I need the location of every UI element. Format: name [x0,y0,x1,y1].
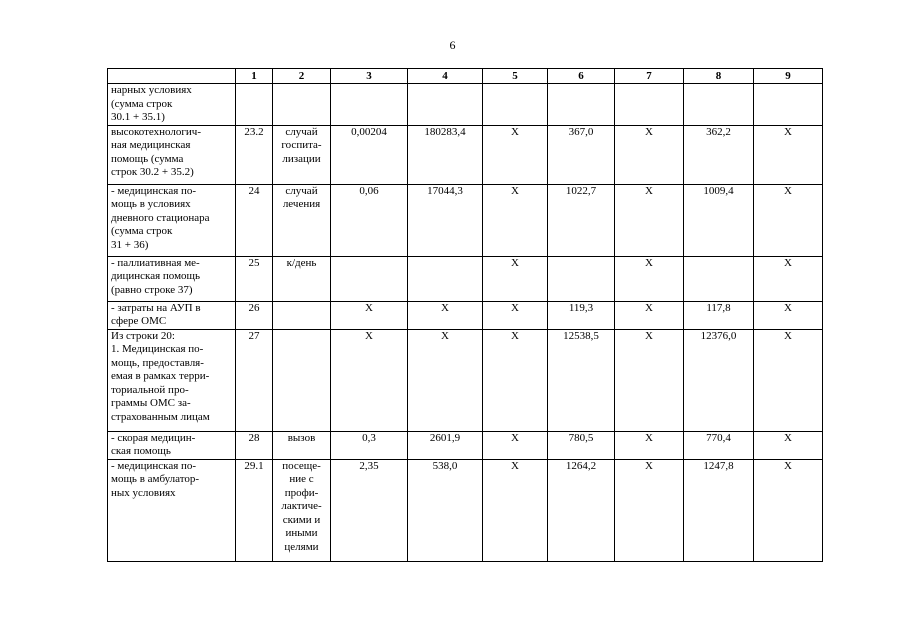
table-cell: Х [754,125,823,184]
table-cell [273,84,331,126]
table-cell: Х [754,256,823,301]
table-cell [236,84,273,126]
table-cell: Х [483,256,548,301]
table-cell [408,84,483,126]
table-cell: Х [615,184,684,256]
table-cell: Х [615,256,684,301]
row-label-cell: высокотехнологич- ная медицинская помощь (сумма строк 30.2 + 35.2) [108,125,236,184]
table-cell: 0,00204 [331,125,408,184]
table-cell: Х [483,329,548,431]
header-cell: 3 [331,69,408,84]
table-cell: Х [615,301,684,329]
table-cell: Х [408,329,483,431]
table-cell: Х [483,125,548,184]
table-cell: Х [331,329,408,431]
table-cell [548,256,615,301]
header-cell-name [108,69,236,84]
table-cell: Х [615,125,684,184]
table-cell: Х [483,431,548,459]
table-cell: 1264,2 [548,459,615,561]
row-label-cell: - скорая медицин- ская помощь [108,431,236,459]
header-cell: 1 [236,69,273,84]
table-cell [754,84,823,126]
table-cell: 119,3 [548,301,615,329]
header-cell: 8 [684,69,754,84]
header-row [108,69,823,84]
table-cell: 23.2 [236,125,273,184]
header-cell: 5 [483,69,548,84]
table-cell: случай лечения [273,184,331,256]
table-cell: 1022,7 [548,184,615,256]
table-cell [615,84,684,126]
header-cell: 2 [273,69,331,84]
table-cell: 25 [236,256,273,301]
table-cell [331,84,408,126]
row-label-cell: - медицинская по- мощь в амбулатор- ных условиях [108,459,236,561]
table-cell [684,256,754,301]
table-cell: 28 [236,431,273,459]
table-cell: 2601,9 [408,431,483,459]
table-cell: 2,35 [331,459,408,561]
table-cell: 367,0 [548,125,615,184]
header-cell: 6 [548,69,615,84]
table-cell: 180283,4 [408,125,483,184]
table-cell: 1009,4 [684,184,754,256]
table-cell: Х [615,459,684,561]
table-cell: 780,5 [548,431,615,459]
table-cell: 0,3 [331,431,408,459]
row-label-cell: Из строки 20: 1. Медицинская по- мощь, предоставля- емая в рамках терри- ториальной про- граммы ОМС за- страхованным лицам [108,329,236,431]
page-number: 6 [449,38,456,52]
table-cell: 538,0 [408,459,483,561]
table-cell: Х [615,431,684,459]
table-row [108,459,823,561]
table-cell [548,84,615,126]
table-cell: 362,2 [684,125,754,184]
table-row [108,125,823,184]
table-cell: Х [754,329,823,431]
table-row [108,301,823,329]
table-cell: случай госпита- лизации [273,125,331,184]
table-cell [273,301,331,329]
table-cell: вызов [273,431,331,459]
table-cell: 117,8 [684,301,754,329]
table-cell [408,256,483,301]
table-cell: 1247,8 [684,459,754,561]
table-cell: Х [408,301,483,329]
table-row [108,84,823,126]
table-cell: посеще- ние с профи- лактиче- скими и иными целями [273,459,331,561]
table-cell [273,329,331,431]
header-cell: 4 [408,69,483,84]
table-row [108,431,823,459]
table-row [108,256,823,301]
table-cell: Х [483,301,548,329]
row-label-cell: - паллиативная ме- дицинская помощь (равно строке 37) [108,256,236,301]
table-cell: 27 [236,329,273,431]
data-table [107,68,823,562]
table-cell: 12538,5 [548,329,615,431]
table-row [108,329,823,431]
table-cell [331,256,408,301]
header-cell: 7 [615,69,684,84]
table-cell: 770,4 [684,431,754,459]
header-cell: 9 [754,69,823,84]
table-cell: 0,06 [331,184,408,256]
table-body [108,84,823,562]
row-label-cell: - медицинская по- мощь в условиях дневного стационара (сумма строк 31 + 36) [108,184,236,256]
table-cell: 24 [236,184,273,256]
table-cell: Х [754,301,823,329]
table-cell: Х [483,184,548,256]
table-row [108,184,823,256]
table-cell: Х [483,459,548,561]
table-cell: 12376,0 [684,329,754,431]
table-cell [684,84,754,126]
row-label-cell: - затраты на АУП в сфере ОМС [108,301,236,329]
table-cell [483,84,548,126]
table-cell: Х [754,459,823,561]
table-cell: к/день [273,256,331,301]
table-cell: 26 [236,301,273,329]
row-label-cell: нарных условиях (сумма строк 30.1 + 35.1) [108,84,236,126]
table-cell: Х [754,184,823,256]
table-cell: Х [615,329,684,431]
table-cell: 17044,3 [408,184,483,256]
table-cell: Х [331,301,408,329]
table-cell: 29.1 [236,459,273,561]
table-cell: Х [754,431,823,459]
